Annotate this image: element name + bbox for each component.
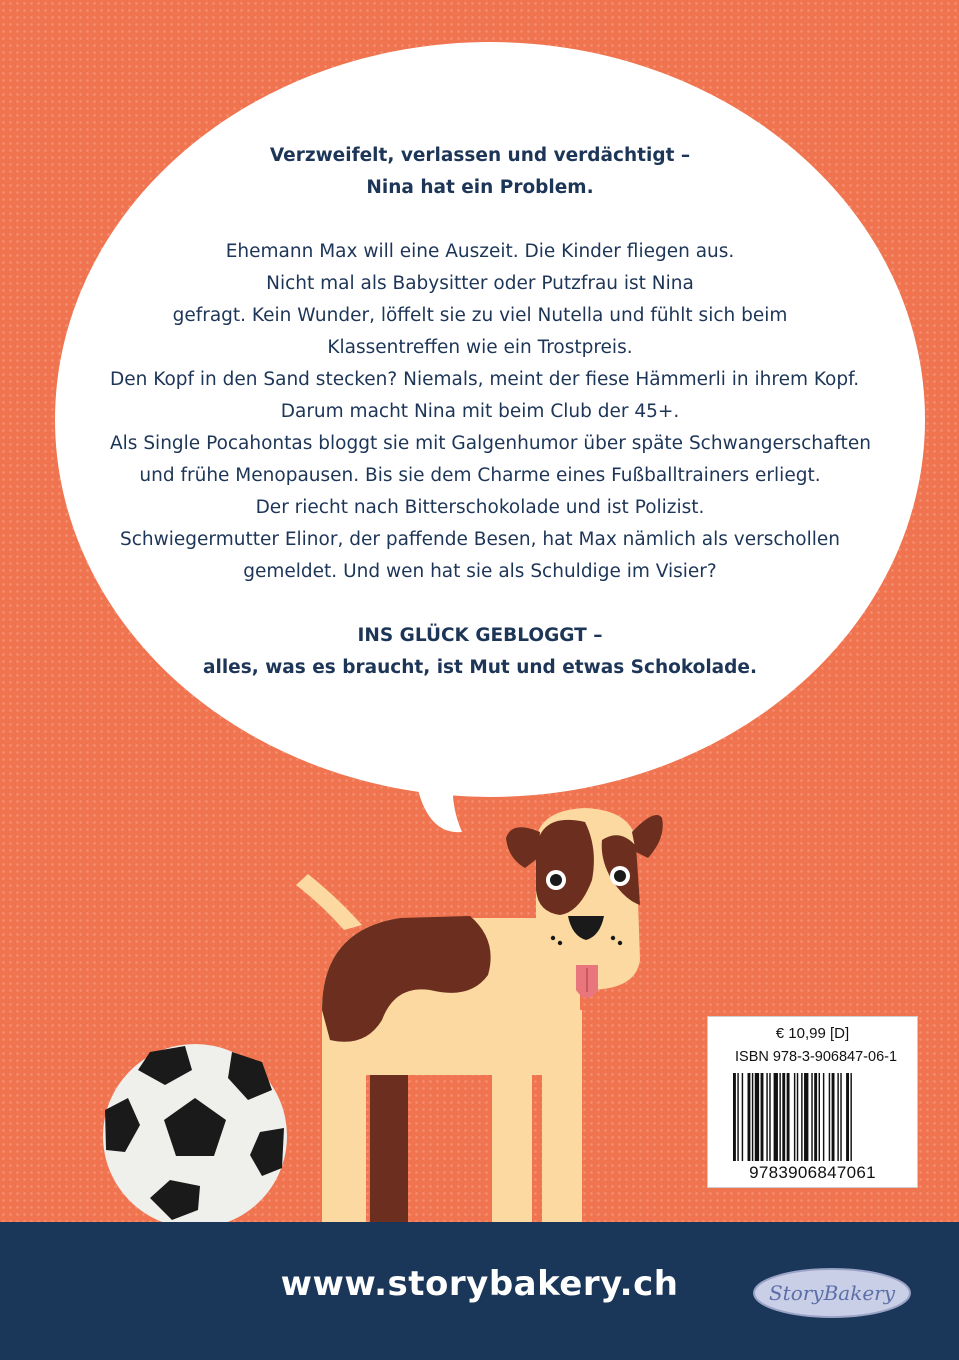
barcode-bar <box>769 1073 770 1161</box>
footer-bar <box>0 1222 959 1360</box>
body-line: Als Single Pocahontas bloggt sie mit Galgenhumor über späte Schwangerschaften <box>110 433 871 454</box>
body-line: Klassentreffen wie ein Trostpreis. <box>327 337 633 358</box>
barcode-bar <box>850 1073 851 1161</box>
body-line: Nicht mal als Babysitter oder Putzfrau ist Nina <box>266 273 694 294</box>
barcode-bar <box>787 1073 790 1161</box>
website-link[interactable]: www.storybakery.ch <box>280 1264 679 1304</box>
hook-line-1: Verzweifelt, verlassen und verdächtigt – <box>269 145 691 166</box>
barcode-label <box>707 1016 918 1188</box>
barcode-bar <box>742 1073 743 1161</box>
body-line: und frühe Menopausen. Bis sie dem Charme eines Fußballtrainers erliegt. <box>139 465 821 486</box>
dog-icon <box>296 808 663 1222</box>
barcode-bar <box>804 1073 808 1161</box>
barcode-bars <box>733 1073 893 1161</box>
barcode-bar <box>823 1073 824 1161</box>
barcode-bar <box>766 1073 767 1161</box>
body-line: Der riecht nach Bitterschokolade und ist Polizist. <box>255 497 705 518</box>
barcode-bar <box>794 1073 795 1161</box>
barcode-bar <box>748 1073 751 1161</box>
body-line: Ehemann Max will eine Auszeit. Die Kinder fliegen aus. <box>225 241 735 262</box>
barcode-bar <box>811 1073 812 1161</box>
barcode-bar <box>840 1073 841 1161</box>
barcode-bar <box>755 1073 759 1161</box>
body-line: Darum macht Nina mit beim Club der 45+. <box>280 401 680 422</box>
barcode-bar <box>733 1073 736 1161</box>
barcode-bar <box>752 1073 753 1161</box>
barcode-bar <box>814 1073 817 1161</box>
isbn-label: ISBN 978-3-906847-06-1 <box>735 1049 898 1065</box>
body-line: gemeldet. Und wen hat sie als Schuldige im Visier? <box>243 561 717 582</box>
barcode-bar <box>761 1073 764 1161</box>
body-line: Schwiegermutter Elinor, der paffende Besen, hat Max nämlich als verschollen <box>120 529 840 550</box>
tagline-1: INS GLÜCK GEBLOGGT – <box>357 625 603 646</box>
ean-number: 9783906847061 <box>749 1163 876 1182</box>
barcode-bar <box>737 1073 738 1161</box>
barcode-bar <box>846 1073 849 1161</box>
barcode-bar <box>829 1073 830 1161</box>
soccer-ball-icon <box>103 1044 287 1222</box>
logo-text: StoryBakery <box>768 1281 896 1305</box>
tagline-2: alles, was es braucht, ist Mut und etwas Schokolade. <box>203 657 757 678</box>
barcode-bar <box>782 1073 785 1161</box>
barcode-bar <box>832 1073 835 1161</box>
barcode-bar <box>797 1073 798 1161</box>
body-line: gefragt. Kein Wunder, löffelt sie zu viel Nutella und fühlt sich beim <box>172 305 788 326</box>
barcode-bar <box>779 1073 780 1161</box>
price-label: € 10,99 [D] <box>775 1025 850 1042</box>
barcode-bar <box>801 1073 802 1161</box>
storybakery-logo <box>752 1267 912 1319</box>
body-line: Den Kopf in den Sand stecken? Niemals, meint der fiese Hämmerli in ihrem Kopf. <box>110 369 860 390</box>
hook-line-2: Nina hat ein Problem. <box>366 177 594 198</box>
barcode-bar <box>819 1073 820 1161</box>
barcode-bar <box>774 1073 778 1161</box>
barcode-bar <box>837 1073 838 1161</box>
